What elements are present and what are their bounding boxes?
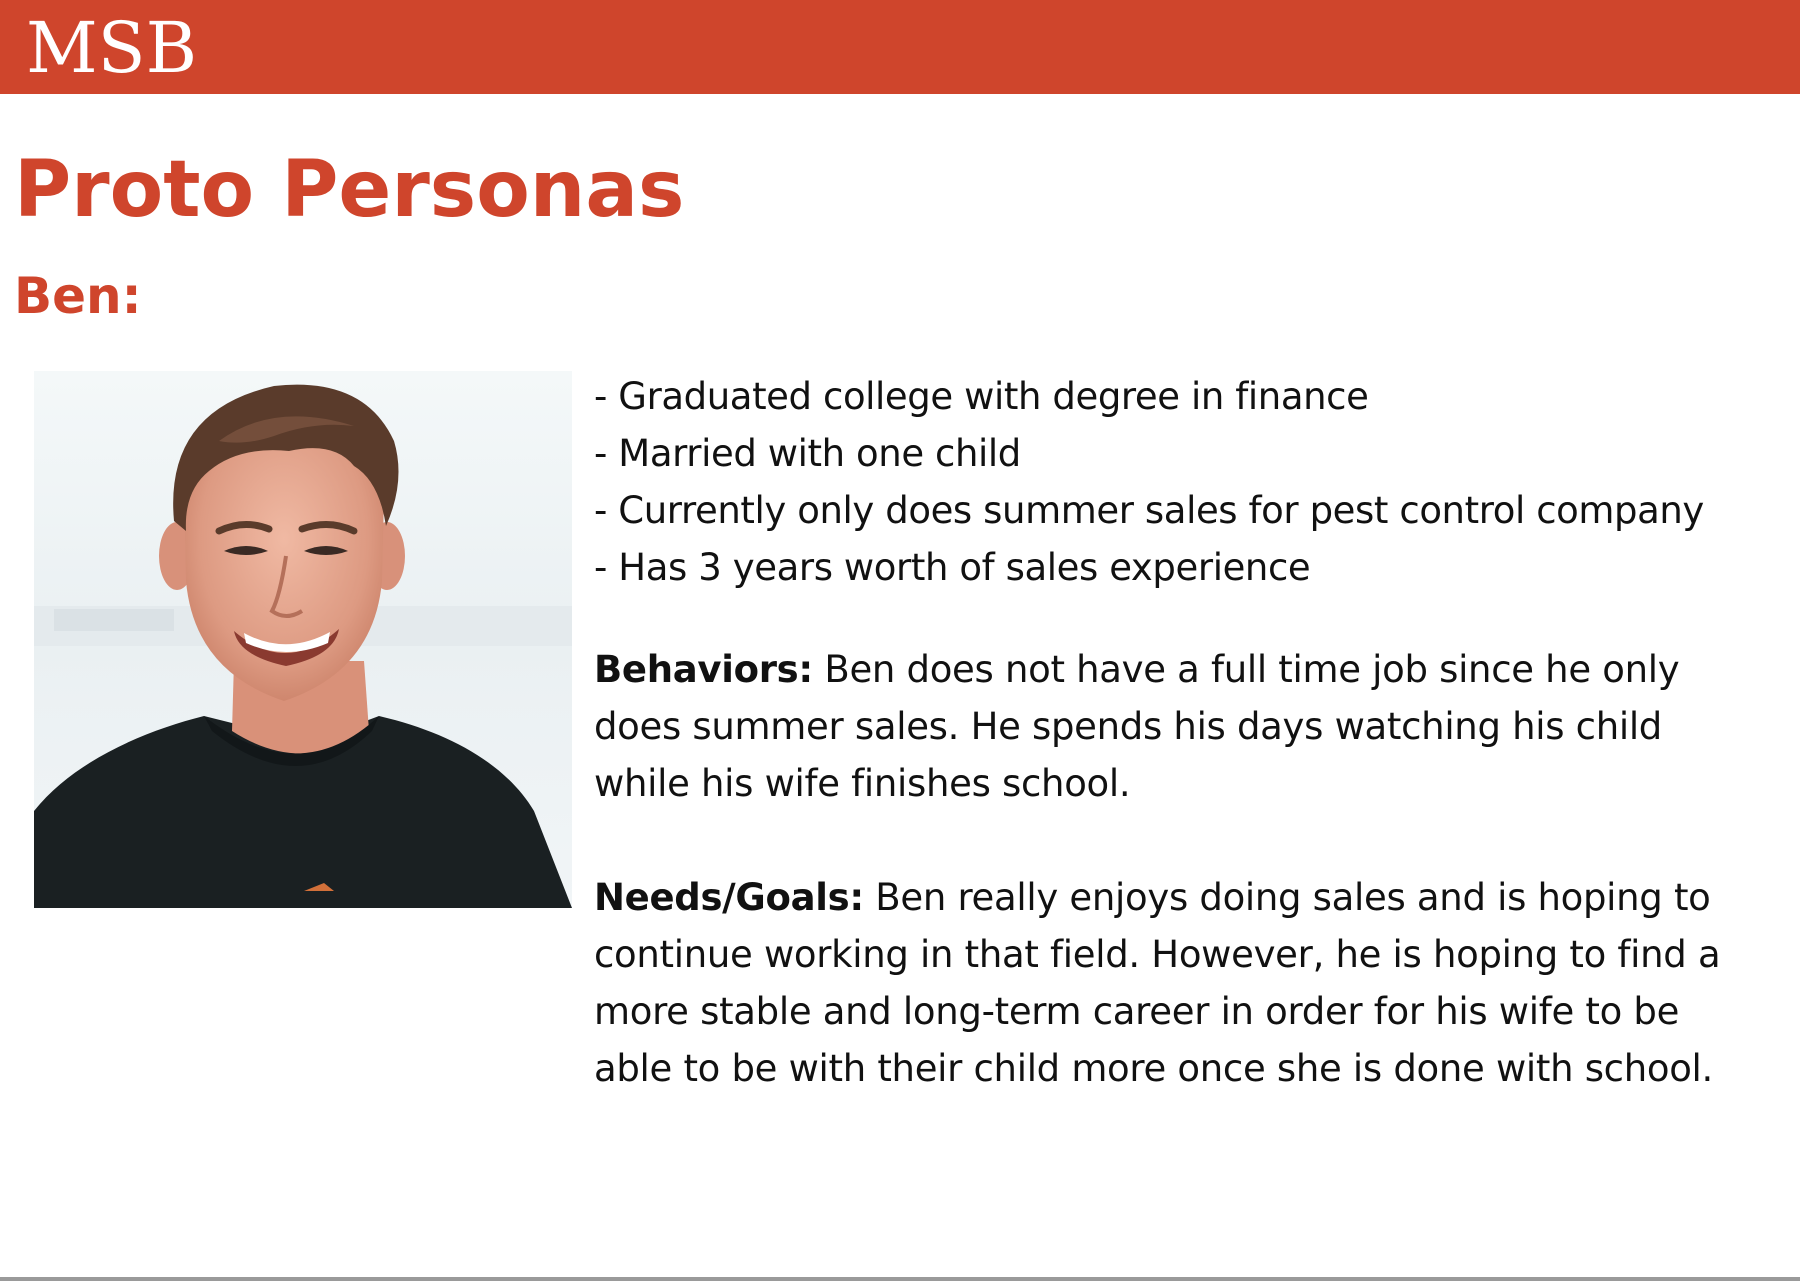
fact-item: - Graduated college with degree in finance xyxy=(594,375,1369,418)
behaviors-label: Behaviors: xyxy=(594,648,813,691)
needs-goals-text: Ben really enjoys doing sales and is hoping to continue working in that field. However, he is hoping to find a more stable and long-term career in order for his wife to be able to be with their child more once she is done with school. xyxy=(594,876,1721,1090)
bottom-divider xyxy=(0,1277,1800,1281)
fact-item: - Has 3 years worth of sales experience xyxy=(594,546,1311,589)
persona-facts-list xyxy=(594,368,1754,596)
msb-logo: MSB xyxy=(26,7,198,89)
needs-goals-label: Needs/Goals: xyxy=(594,876,864,919)
page-title: Proto Personas xyxy=(14,145,685,235)
header-bar xyxy=(0,0,1800,94)
needs-goals-paragraph xyxy=(594,869,1754,1097)
person-photo xyxy=(34,371,572,908)
behaviors-text: Ben does not have a full time job since he only does summer sales. He spends his days watching his child while his wife finishes school. xyxy=(594,648,1680,805)
persona-details xyxy=(594,368,1754,1097)
fact-item: - Currently only does summer sales for pest control company xyxy=(594,489,1704,532)
behaviors-paragraph xyxy=(594,641,1754,812)
persona-name: Ben: xyxy=(14,267,142,325)
fact-item: - Married with one child xyxy=(594,432,1021,475)
portrait-illustration xyxy=(34,371,572,908)
